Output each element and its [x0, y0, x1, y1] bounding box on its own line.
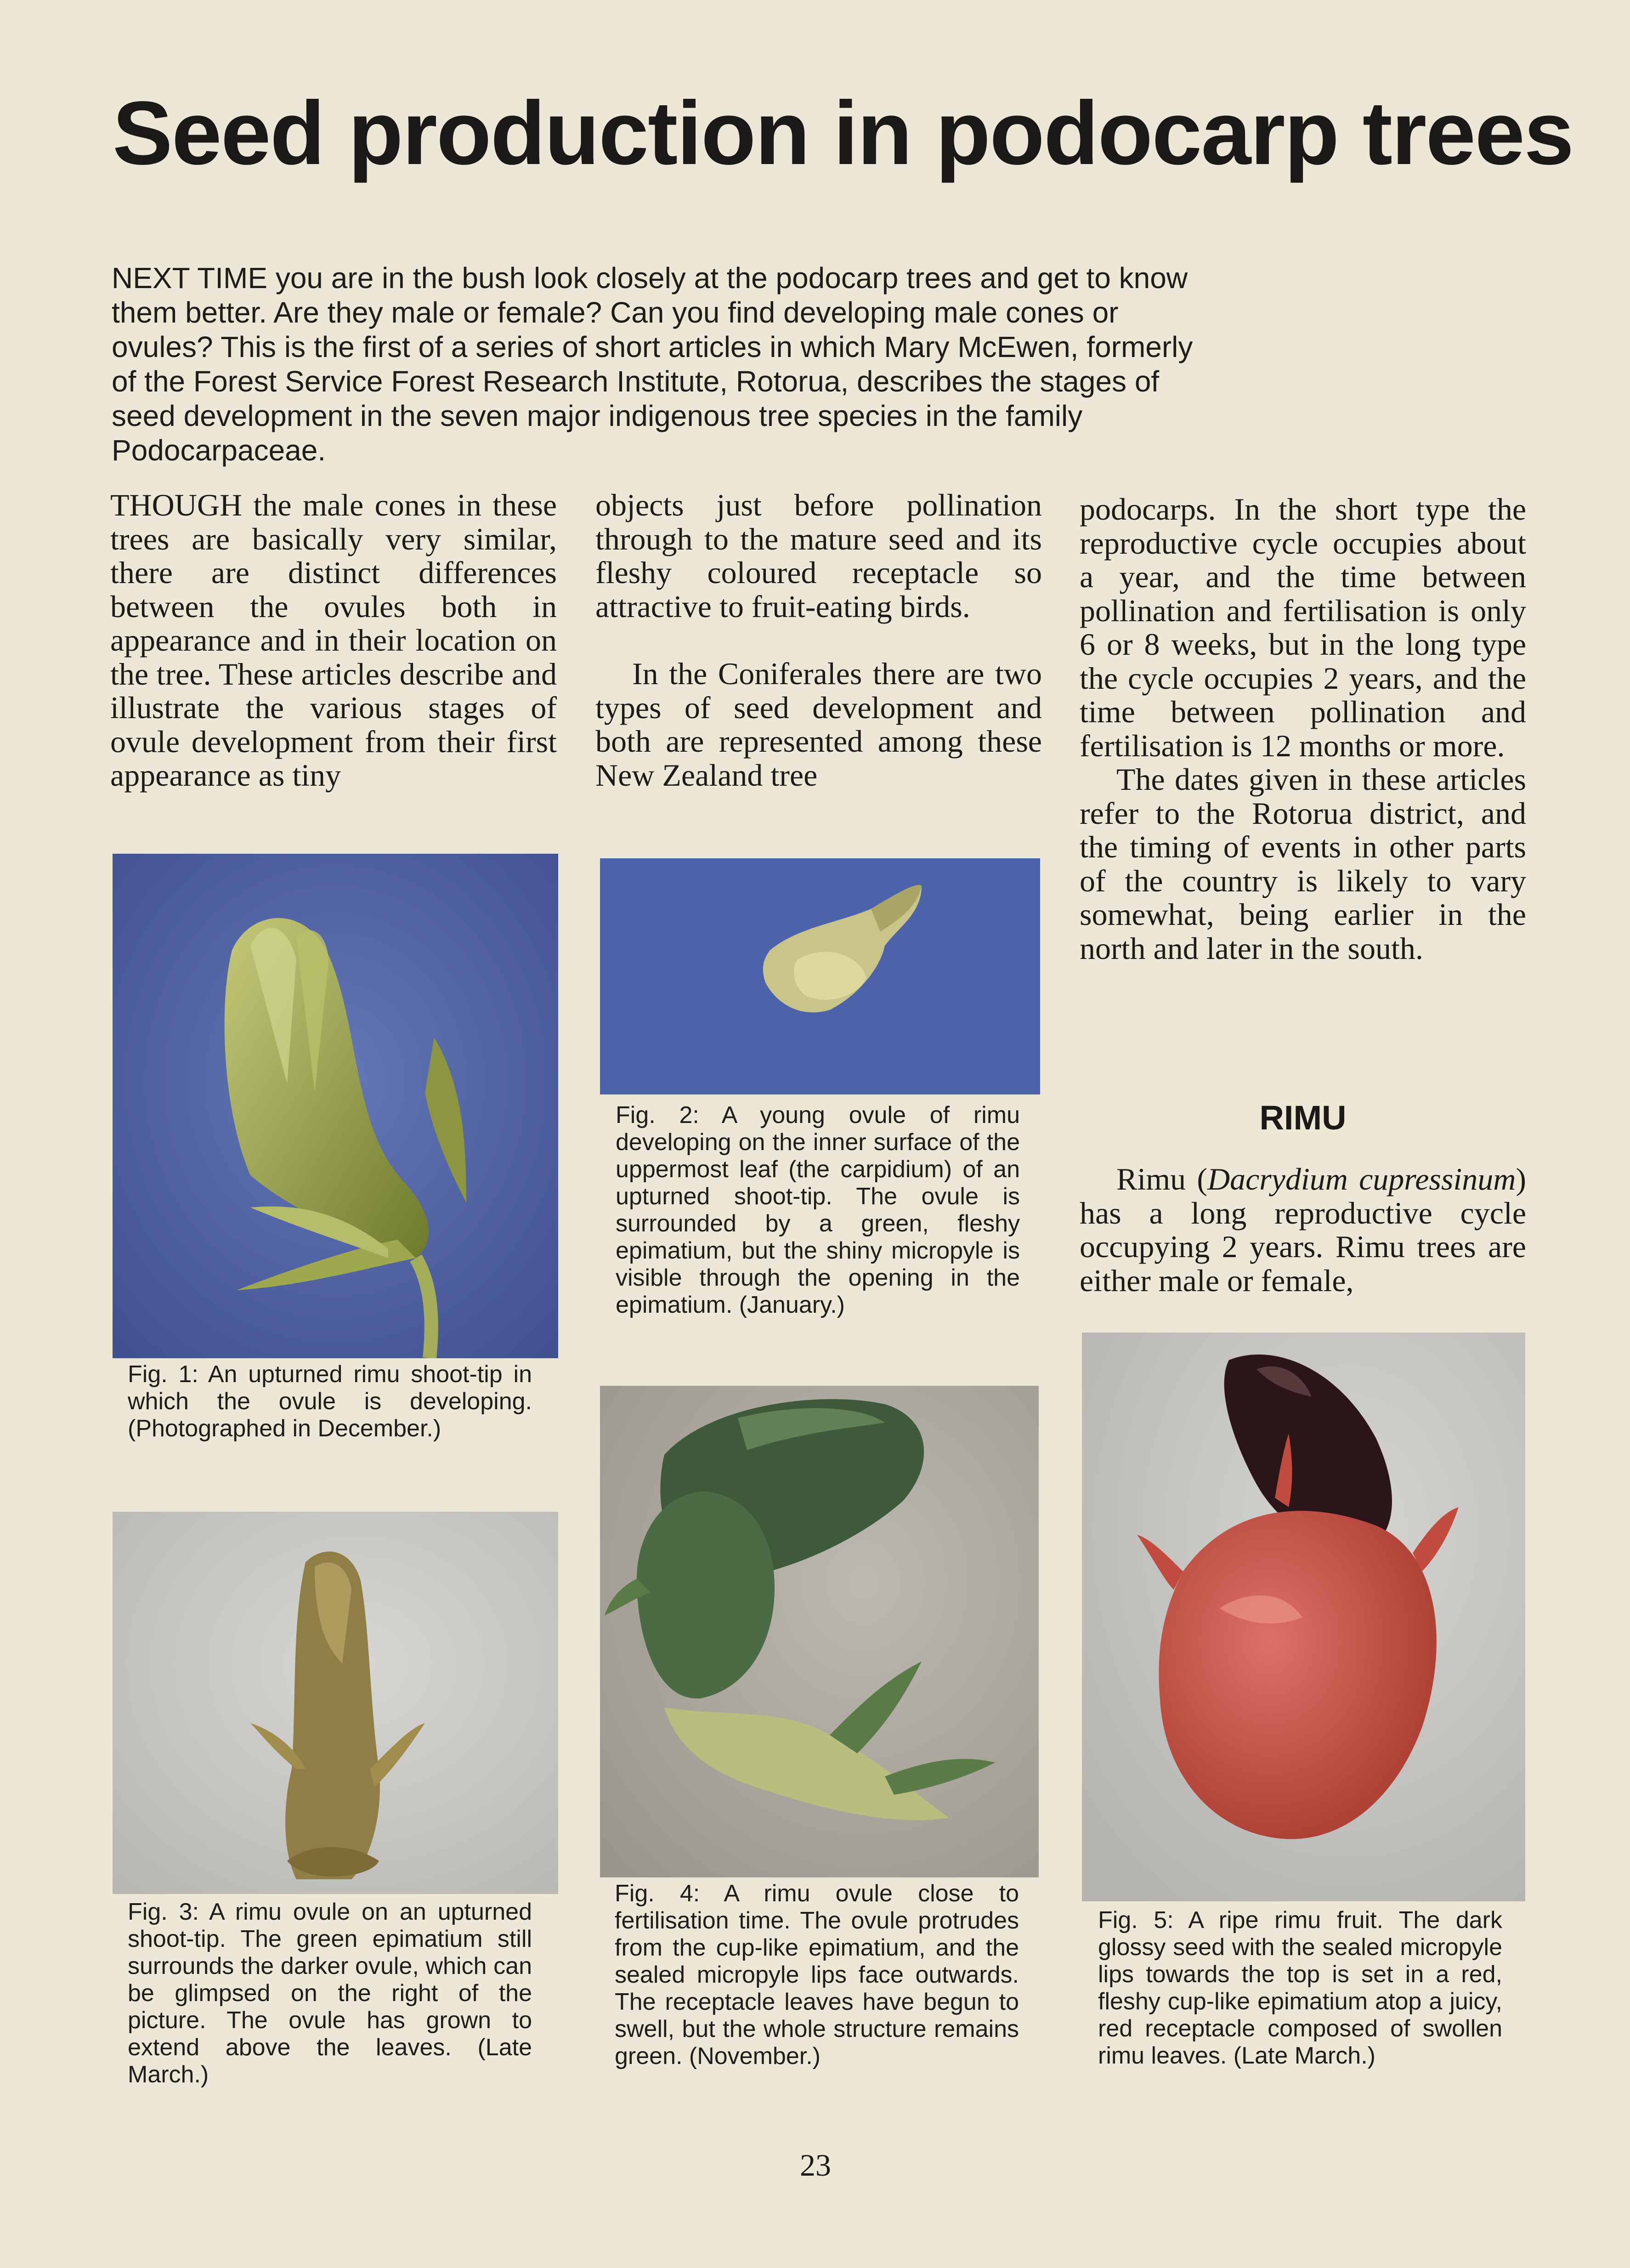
figure-4-caption: Fig. 4: A rimu ovule close to fertilisation time. The ovule protrudes from the cup-like epimatium, and the sealed micropyle lips face outwards. The receptacle leaves have begun to swell, but the whole structure remains green. (November.) [615, 1880, 1019, 2070]
figure-4-photo [600, 1386, 1039, 1877]
page-title: Seed production in podocarp trees [113, 83, 1573, 183]
figure-3-photo [113, 1512, 558, 1894]
body-paragraph: THOUGH the male cones in these trees are basically very similar, there are distinct differences between the ovules both in appearance and in their location on the tree. These articles describe and illustrate the various stages of ovule development from their first appearance as tiny [110, 488, 557, 793]
figure-2-caption: Fig. 2: A young ovule of rimu developing on the inner surface of the uppermost leaf (the carpidium) of an upturned shoot-tip. The ovule is surrounded by a green, fleshy epimatium, but the shiny micropyle is visible through the opening in the epimatium. (January.) [616, 1102, 1020, 1318]
intro-text: NEXT TIME you are in the bush look closely at the podocarp trees and get to know them better. Are they male or female? Can you find developing male cones or ovules? This is the first of a series of short articles in which Mary McEwen, formerly of the Forest Service Forest Research Institute, Rotorua, describes the stages of seed development in the seven major indigenous tree species in the family Podocarpaceae. [112, 261, 1193, 467]
rimu-text-end: ) has a long reproductive cycle occupying 2 years. Rimu trees are either male or female, [1080, 1162, 1526, 1298]
body-paragraph: The dates given in these articles refer to the Rotorua district, and the timing of events in other parts of the country is likely to vary somewhat, being earlier in the north and later in the south. [1080, 762, 1526, 966]
figure-1-caption: Fig. 1: An upturned rimu shoot-tip in which the ovule is developing. (Photographed in December.) [128, 1361, 532, 1442]
intro-paragraph [112, 261, 1223, 468]
figure-5-photo [1082, 1332, 1525, 1901]
body-paragraph: objects just before pollination through to the mature seed and its fleshy coloured receptacle so attractive to fruit-eating birds. [595, 488, 1042, 624]
rimu-paragraph [1080, 1162, 1526, 1298]
body-paragraph: In the Coniferales there are two types of seed development and both are represented among these New Zealand tree [595, 656, 1042, 793]
figure-5-caption: Fig. 5: A ripe rimu fruit. The dark glossy seed with the sealed micropyle lips towards the top is set in a red, fleshy cup-like epimatium atop a juicy, red receptacle composed of swollen rimu leaves. (Late March.) [1098, 1907, 1502, 2069]
section-heading-rimu: RIMU [1259, 1099, 1347, 1137]
body-column-2 [595, 488, 1042, 792]
rimu-text-start: Rimu ( [1116, 1162, 1207, 1196]
body-column-3 [1080, 493, 1526, 965]
figure-1-photo [113, 854, 558, 1358]
figure-2-photo [600, 858, 1040, 1094]
page-number: 23 [800, 2148, 831, 2183]
species-name: Dacrydium cupressinum [1207, 1162, 1516, 1196]
figure-3-caption: Fig. 3: A rimu ovule on an upturned shoot-tip. The green epimatium still surrounds the darker ovule, which can be glimpsed on the right of the picture. The ovule has grown to extend above the leaves. (Late March.) [128, 1899, 532, 2088]
body-column-1 [110, 488, 557, 793]
body-paragraph: podocarps. In the short type the reproductive cycle occupies about a year, and the time between pollination and fertilisation is only 6 or 8 weeks, but in the long type the cycle occupies 2 years, and the time between pollination and fertilisation is 12 months or more. [1080, 492, 1526, 763]
